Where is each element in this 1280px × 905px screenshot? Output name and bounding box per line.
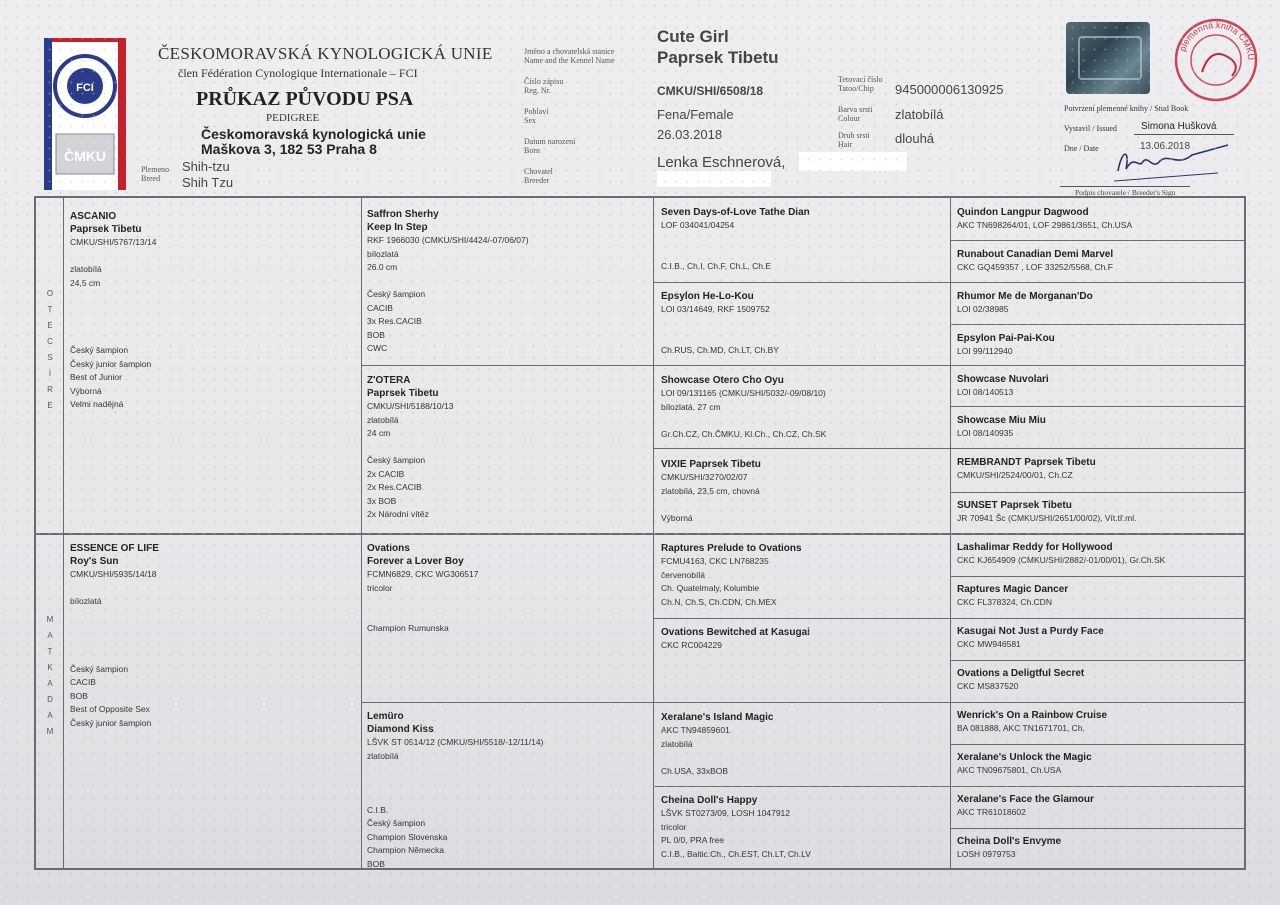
detail-line: CACIB bbox=[367, 302, 393, 313]
gen3-entry-3: VIXIE Paprsek Tibetu CMKU/SHI/3270/02/07 zlatobílá, 23,5 cm, chovná Výborná bbox=[661, 458, 946, 525]
detail-line: Ch. Quatelmaly, Kolumbie bbox=[661, 583, 760, 593]
sire-side-label: O T E C S I R E bbox=[46, 289, 54, 410]
detail-line bbox=[367, 790, 649, 804]
detail-line: Český šampion bbox=[70, 345, 129, 355]
detail-line: bílozlatá, 27 cm bbox=[661, 401, 721, 412]
detail-line bbox=[70, 609, 356, 623]
detail-line: červenobílá bbox=[661, 569, 705, 580]
dog-breeder: Lenka Eschnerová, bbox=[657, 154, 786, 171]
detail-line: 24,5 cm bbox=[70, 277, 101, 288]
detail-line: Výborná bbox=[661, 512, 693, 523]
dog-born: 26.03.2018 bbox=[657, 127, 723, 142]
colour-label: Barva srsti Colour bbox=[838, 105, 873, 123]
detail-line: Český šampion bbox=[70, 663, 129, 674]
detail-line: zlatobílá bbox=[367, 750, 399, 761]
dog-name: Cute Girl bbox=[657, 27, 729, 46]
detail-line: Ch.RUS, Ch.MD, Ch.LT, Ch.BY bbox=[661, 344, 779, 355]
detail-line: tricolor bbox=[367, 582, 393, 593]
studbook-confirm-label: Potvrzení plemenné knihy / Stud Book bbox=[1064, 104, 1189, 113]
redacted-box bbox=[657, 171, 771, 187]
detail-line: Český junior šampion bbox=[70, 358, 152, 369]
gen2-entry-1: Z'OTERA Paprsek Tibetu CMKU/SHI/5188/10/13 zlatobílá 24 cm Český šampion 2x CACIB 2x Res.CACIB 3x BOB 2x Národní vítěz bbox=[367, 374, 649, 522]
detail-line bbox=[661, 317, 946, 331]
detail-line bbox=[661, 414, 946, 428]
reg-label: Číslo zápisu Reg. Nr. bbox=[524, 77, 564, 95]
gen4-entry-8: Lashalimar Reddy for Hollywood CKC KJ654909 (CMKU/SHI/2882/-01/00/01), Gr.Ch.SK bbox=[957, 542, 1166, 565]
gen4-entry-0: Quindon Langpur Dagwood AKC TN698264/01, LOF 29861/3651, Ch.USA bbox=[957, 207, 1133, 230]
detail-line bbox=[70, 331, 356, 345]
dog-hair: dlouhá bbox=[895, 131, 935, 146]
hologram-sticker bbox=[1066, 22, 1150, 94]
sire-entry: ASCANIO Paprsek Tibetu CMKU/SHI/5767/13/14 zlatobílá 24,5 cm Český šampion Český junior šampion Best of Junior Výborná Velmi nadějná bbox=[70, 210, 356, 412]
detail-line: 26.0 cm bbox=[367, 262, 398, 272]
detail-line: Gr.Ch.CZ, Ch.ČMKU, Kl.Ch., Ch.CZ, Ch.SK bbox=[661, 428, 827, 439]
detail-line: CMKU/SHI/5188/10/13 bbox=[367, 401, 454, 411]
document-title: PRŮKAZ PŮVODU PSA bbox=[196, 88, 414, 110]
breed-en: Shih Tzu bbox=[182, 175, 234, 190]
breed-label: Plemeno Breed bbox=[141, 165, 169, 183]
gen3-entry-2: Showcase Otero Cho Oyu LOI 09/131165 (CMKU/SHI/5032/-09/08/10) bílozlatá, 27 cm Gr.Ch.CZ, Ch.ČMKU, Kl.Ch., Ch.CZ, Ch.SK bbox=[661, 374, 946, 441]
detail-line: 3x Res.CACIB bbox=[367, 316, 422, 326]
detail-line bbox=[70, 582, 356, 596]
sex-label: Pohlaví Sex bbox=[524, 107, 549, 125]
issued-underline bbox=[1134, 134, 1234, 135]
org-name: ČESKOMORAVSKÁ KYNOLOGICKÁ UNIE bbox=[158, 44, 493, 63]
detail-line bbox=[70, 636, 356, 650]
dog-sex: Fena/Female bbox=[657, 107, 734, 122]
detail-line bbox=[661, 751, 946, 765]
detail-line bbox=[367, 595, 649, 609]
gen4-entry-2: Rhumor Me de Morganan'Do LOI 02/38985 bbox=[957, 291, 1093, 314]
issued-label: Vystavil / Issued bbox=[1064, 124, 1117, 133]
detail-line: 2x Národní vítěz bbox=[367, 509, 429, 519]
date-label: Dne / Date bbox=[1064, 144, 1099, 153]
detail-line: Český šampion bbox=[367, 455, 426, 465]
detail-line: zlatobílá bbox=[367, 414, 399, 425]
detail-line: FCMN6829, CKC WG306517 bbox=[367, 569, 479, 579]
detail-line: Best of Junior bbox=[70, 372, 122, 382]
detail-line: 3x BOB bbox=[367, 495, 397, 506]
gen4-entry-9: Raptures Magic Dancer CKC FL378324, Ch.CDN bbox=[957, 584, 1069, 607]
gen4-entry-12: Wenrick's On a Rainbow Cruise BA 081888, AKC TN1671701, Ch. bbox=[957, 710, 1108, 733]
breed-cz: Shih-tzu bbox=[182, 159, 230, 174]
detail-line: BOB bbox=[367, 329, 385, 340]
gen4-entry-4: Showcase Nuvolari LOI 08/140513 bbox=[957, 374, 1049, 397]
detail-line bbox=[70, 317, 356, 331]
gen4-entry-3: Epsylon Pai-Pai-Kou LOI 99/112940 bbox=[957, 333, 1055, 356]
detail-line: C.I.B., Ch.I, Ch.F, Ch.L, Ch.E bbox=[661, 260, 772, 271]
detail-line: Český šampion bbox=[367, 289, 426, 299]
gen4-entry-14: Xeralane's Face the Glamour AKC TR61018602 bbox=[957, 794, 1094, 817]
dog-kennel: Paprsek Tibetu bbox=[657, 48, 779, 67]
detail-line: zlatobílá, 23,5 cm, chovná bbox=[661, 485, 760, 496]
document-subtitle: PEDIGREE bbox=[266, 112, 320, 124]
fci-membership: člen Fédération Cynologique Internationale – FCI bbox=[178, 66, 418, 80]
detail-line bbox=[367, 275, 649, 289]
detail-line: FCMU4163, CKC LN768235 bbox=[661, 556, 769, 566]
gen3-entry-7: Cheina Doll's Happy LŠVK ST0273/09, LOSH 1047912 tricolor PL 0/0, PRA free C.I.B., Baltic.Ch., Ch.EST, Ch.LT, Ch.LV bbox=[661, 794, 946, 861]
detail-line: zlatobílá bbox=[661, 738, 693, 749]
dob-label: Datum narození Born bbox=[524, 137, 576, 155]
detail-line: Český šampion bbox=[367, 818, 426, 828]
gen3-entry-5: Ovations Bewitched at Kasugai CKC RC004229 bbox=[661, 626, 946, 653]
detail-line bbox=[367, 777, 649, 791]
detail-line: bílozlatá bbox=[70, 596, 102, 606]
gen2-entry-0: Saffron Sherhy Keep In Step RKF 1966030 (CMKU/SHI/4424/-07/06/07) bílozlatá 26.0 cm Český šampion CACIB 3x Res.CACIB BOB CWC bbox=[367, 208, 649, 356]
detail-line bbox=[661, 246, 946, 260]
detail-line: Champion Německa bbox=[367, 845, 445, 855]
pedigree-table bbox=[34, 196, 1246, 870]
detail-line: Champion Rumunska bbox=[367, 623, 449, 633]
detail-line bbox=[70, 649, 356, 663]
detail-line: CACIB bbox=[70, 677, 96, 687]
detail-line: CWC bbox=[367, 343, 388, 353]
detail-line: tricolor bbox=[661, 821, 687, 832]
detail-line: LŠVK ST0273/09, LOSH 1047912 bbox=[661, 808, 791, 818]
detail-line: 2x Res.CACIB bbox=[367, 482, 422, 492]
detail-line: PL 0/0, PRA free bbox=[661, 835, 724, 845]
signature-label: Podpis chovatele / Breeder's Sign bbox=[1075, 188, 1176, 197]
gen2-entry-2: Ovations Forever a Lover Boy FCMN6829, CKC WG306517 tricolor Champion Rumunska bbox=[367, 542, 649, 636]
detail-line: 24 cm bbox=[367, 428, 391, 438]
detail-line: CMKU/SHI/5935/14/18 bbox=[70, 569, 157, 579]
detail-line: BOB bbox=[367, 858, 385, 869]
name-label: Jméno a chovatelská stanice Name and the Kennel Name bbox=[524, 47, 615, 65]
gen4-entry-13: Xeralane's Unlock the Magic AKC TN09675801, Ch.USA bbox=[957, 752, 1092, 775]
svg-text:plemenná kniha ČMKU: plemenná kniha ČMKU bbox=[1177, 19, 1257, 61]
studbook-stamp bbox=[1170, 14, 1262, 106]
detail-line bbox=[367, 441, 649, 455]
issued-date: 13.06.2018 bbox=[1140, 141, 1191, 152]
detail-line: Ch.N, Ch.S, Ch.CDN, Ch.MEX bbox=[661, 596, 777, 607]
gen3-entry-6: Xeralane's Island Magic AKC TN94859601 zlatobílá Ch.USA, 33xBOB bbox=[661, 711, 946, 778]
detail-line: LOI 03/14649, RKF 1509752 bbox=[661, 304, 770, 314]
gen4-entry-10: Kasugai Not Just a Purdy Face CKC MW946581 bbox=[957, 626, 1104, 649]
gen4-entry-6: REMBRANDT Paprsek Tibetu CMKU/SHI/2524/00/01, Ch.CZ bbox=[957, 457, 1096, 480]
signature-line bbox=[1060, 186, 1190, 187]
detail-line: Český junior šampion bbox=[70, 717, 152, 728]
detail-line: Ch.USA, 33xBOB bbox=[661, 765, 729, 776]
detail-line: AKC TN94859601 bbox=[661, 725, 730, 735]
signature bbox=[1108, 141, 1234, 187]
svg-text:FCI: FCI bbox=[76, 82, 94, 94]
redacted-box bbox=[799, 152, 907, 171]
detail-line: BOB bbox=[70, 690, 88, 701]
detail-line bbox=[367, 609, 649, 623]
detail-line bbox=[70, 622, 356, 636]
detail-line: 2x CACIB bbox=[367, 468, 405, 479]
gen4-entry-11: Ovations a Deligtful Secret CKC MS837520 bbox=[957, 668, 1085, 691]
detail-line: Champion Slovenska bbox=[367, 831, 448, 842]
detail-line: LŠVK ST 0514/12 (CMKU/SHI/5518/-12/11/14) bbox=[367, 737, 544, 747]
address-line-1: Českomoravská kynologická unie bbox=[201, 126, 426, 142]
detail-line: Velmi nadějná bbox=[70, 399, 124, 409]
detail-line: CKC RC004229 bbox=[661, 640, 722, 650]
hair-label: Druh srsti Hair bbox=[838, 131, 870, 149]
detail-line bbox=[70, 304, 356, 318]
detail-line: RKF 1966030 (CMKU/SHI/4424/-07/06/07) bbox=[367, 235, 529, 245]
detail-line: Best of Opposite Sex bbox=[70, 704, 150, 714]
gen3-entry-1: Epsylon He-Lo-Kou LOI 03/14649, RKF 1509752 Ch.RUS, Ch.MD, Ch.LT, Ch.BY bbox=[661, 290, 946, 357]
detail-line: zlatobílá bbox=[70, 264, 102, 274]
detail-line bbox=[661, 233, 946, 247]
detail-line: CMKU/SHI/3270/02/07 bbox=[661, 472, 748, 482]
dog-colour: zlatobílá bbox=[895, 107, 944, 122]
detail-line: Výborná bbox=[70, 385, 102, 396]
detail-line: C.I.B., Baltic.Ch., Ch.EST, Ch.LT, Ch.LV bbox=[661, 848, 811, 859]
breeder-label: Chovatel Breeder bbox=[524, 167, 553, 185]
detail-line: LOF 034041/04254 bbox=[661, 220, 735, 230]
gen4-entry-1: Runabout Canadian Demi Marvel CKC GQ459357 , LOF 33252/5568, Ch.F bbox=[957, 249, 1114, 272]
address-line-2: Maškova 3, 182 53 Praha 8 bbox=[201, 141, 377, 157]
gen4-entry-15: Cheina Doll's Envyme LOSH 0979753 bbox=[957, 836, 1062, 859]
tattoo-label: Tetovací číslo Tatoo/Chip bbox=[838, 75, 883, 93]
detail-line: C.I.B. bbox=[367, 804, 389, 815]
detail-line: bílozlatá bbox=[367, 248, 399, 259]
detail-line bbox=[70, 250, 356, 264]
dam-side-label: M A T K A D A M bbox=[46, 615, 54, 736]
gen4-entry-5: Showcase Miu Miu LOI 08/140935 bbox=[957, 415, 1046, 438]
dam-entry: ESSENCE OF LIFE Roy's Sun CMKU/SHI/5935/14/18 bílozlatá Český šampion CACIB BOB Best of Opposite Sex Český junior šampion bbox=[70, 542, 356, 730]
gen3-entry-4: Raptures Prelude to Ovations FCMU4163, CKC LN768235 červenobílá Ch. Quatelmaly, Kolumbie Ch.N, Ch.S, Ch.CDN, Ch.MEX bbox=[661, 542, 946, 609]
detail-line bbox=[70, 290, 356, 304]
cmku-fci-logo bbox=[44, 38, 126, 190]
detail-line bbox=[661, 498, 946, 512]
dog-chip: 945000006130925 bbox=[895, 82, 1004, 97]
svg-text:ČMKU: ČMKU bbox=[64, 148, 106, 164]
detail-line bbox=[661, 330, 946, 344]
dog-reg-no: CMKU/SHI/6508/18 bbox=[657, 84, 764, 98]
detail-line bbox=[367, 763, 649, 777]
issued-by: Simona Hušková bbox=[1141, 121, 1217, 132]
gen3-entry-0: Seven Days-of-Love Tathe Dian LOF 034041/04254 C.I.B., Ch.I, Ch.F, Ch.L, Ch.E bbox=[661, 206, 946, 273]
detail-line: LOI 09/131165 (CMKU/SHI/5032/-09/08/10) bbox=[661, 388, 826, 398]
detail-line: CMKU/SHI/5767/13/14 bbox=[70, 237, 157, 247]
gen4-entry-7: SUNSET Paprsek Tibetu JR 70941 Šc (CMKU/SHI/2651/00/02), Vít.tř.ml. bbox=[957, 500, 1137, 523]
gen2-entry-3: Lemüro Diamond Kiss LŠVK ST 0514/12 (CMKU/SHI/5518/-12/11/14) zlatobílá C.I.B. Český šampion Champion Slovenska Champion Německa BOB bbox=[367, 710, 649, 871]
